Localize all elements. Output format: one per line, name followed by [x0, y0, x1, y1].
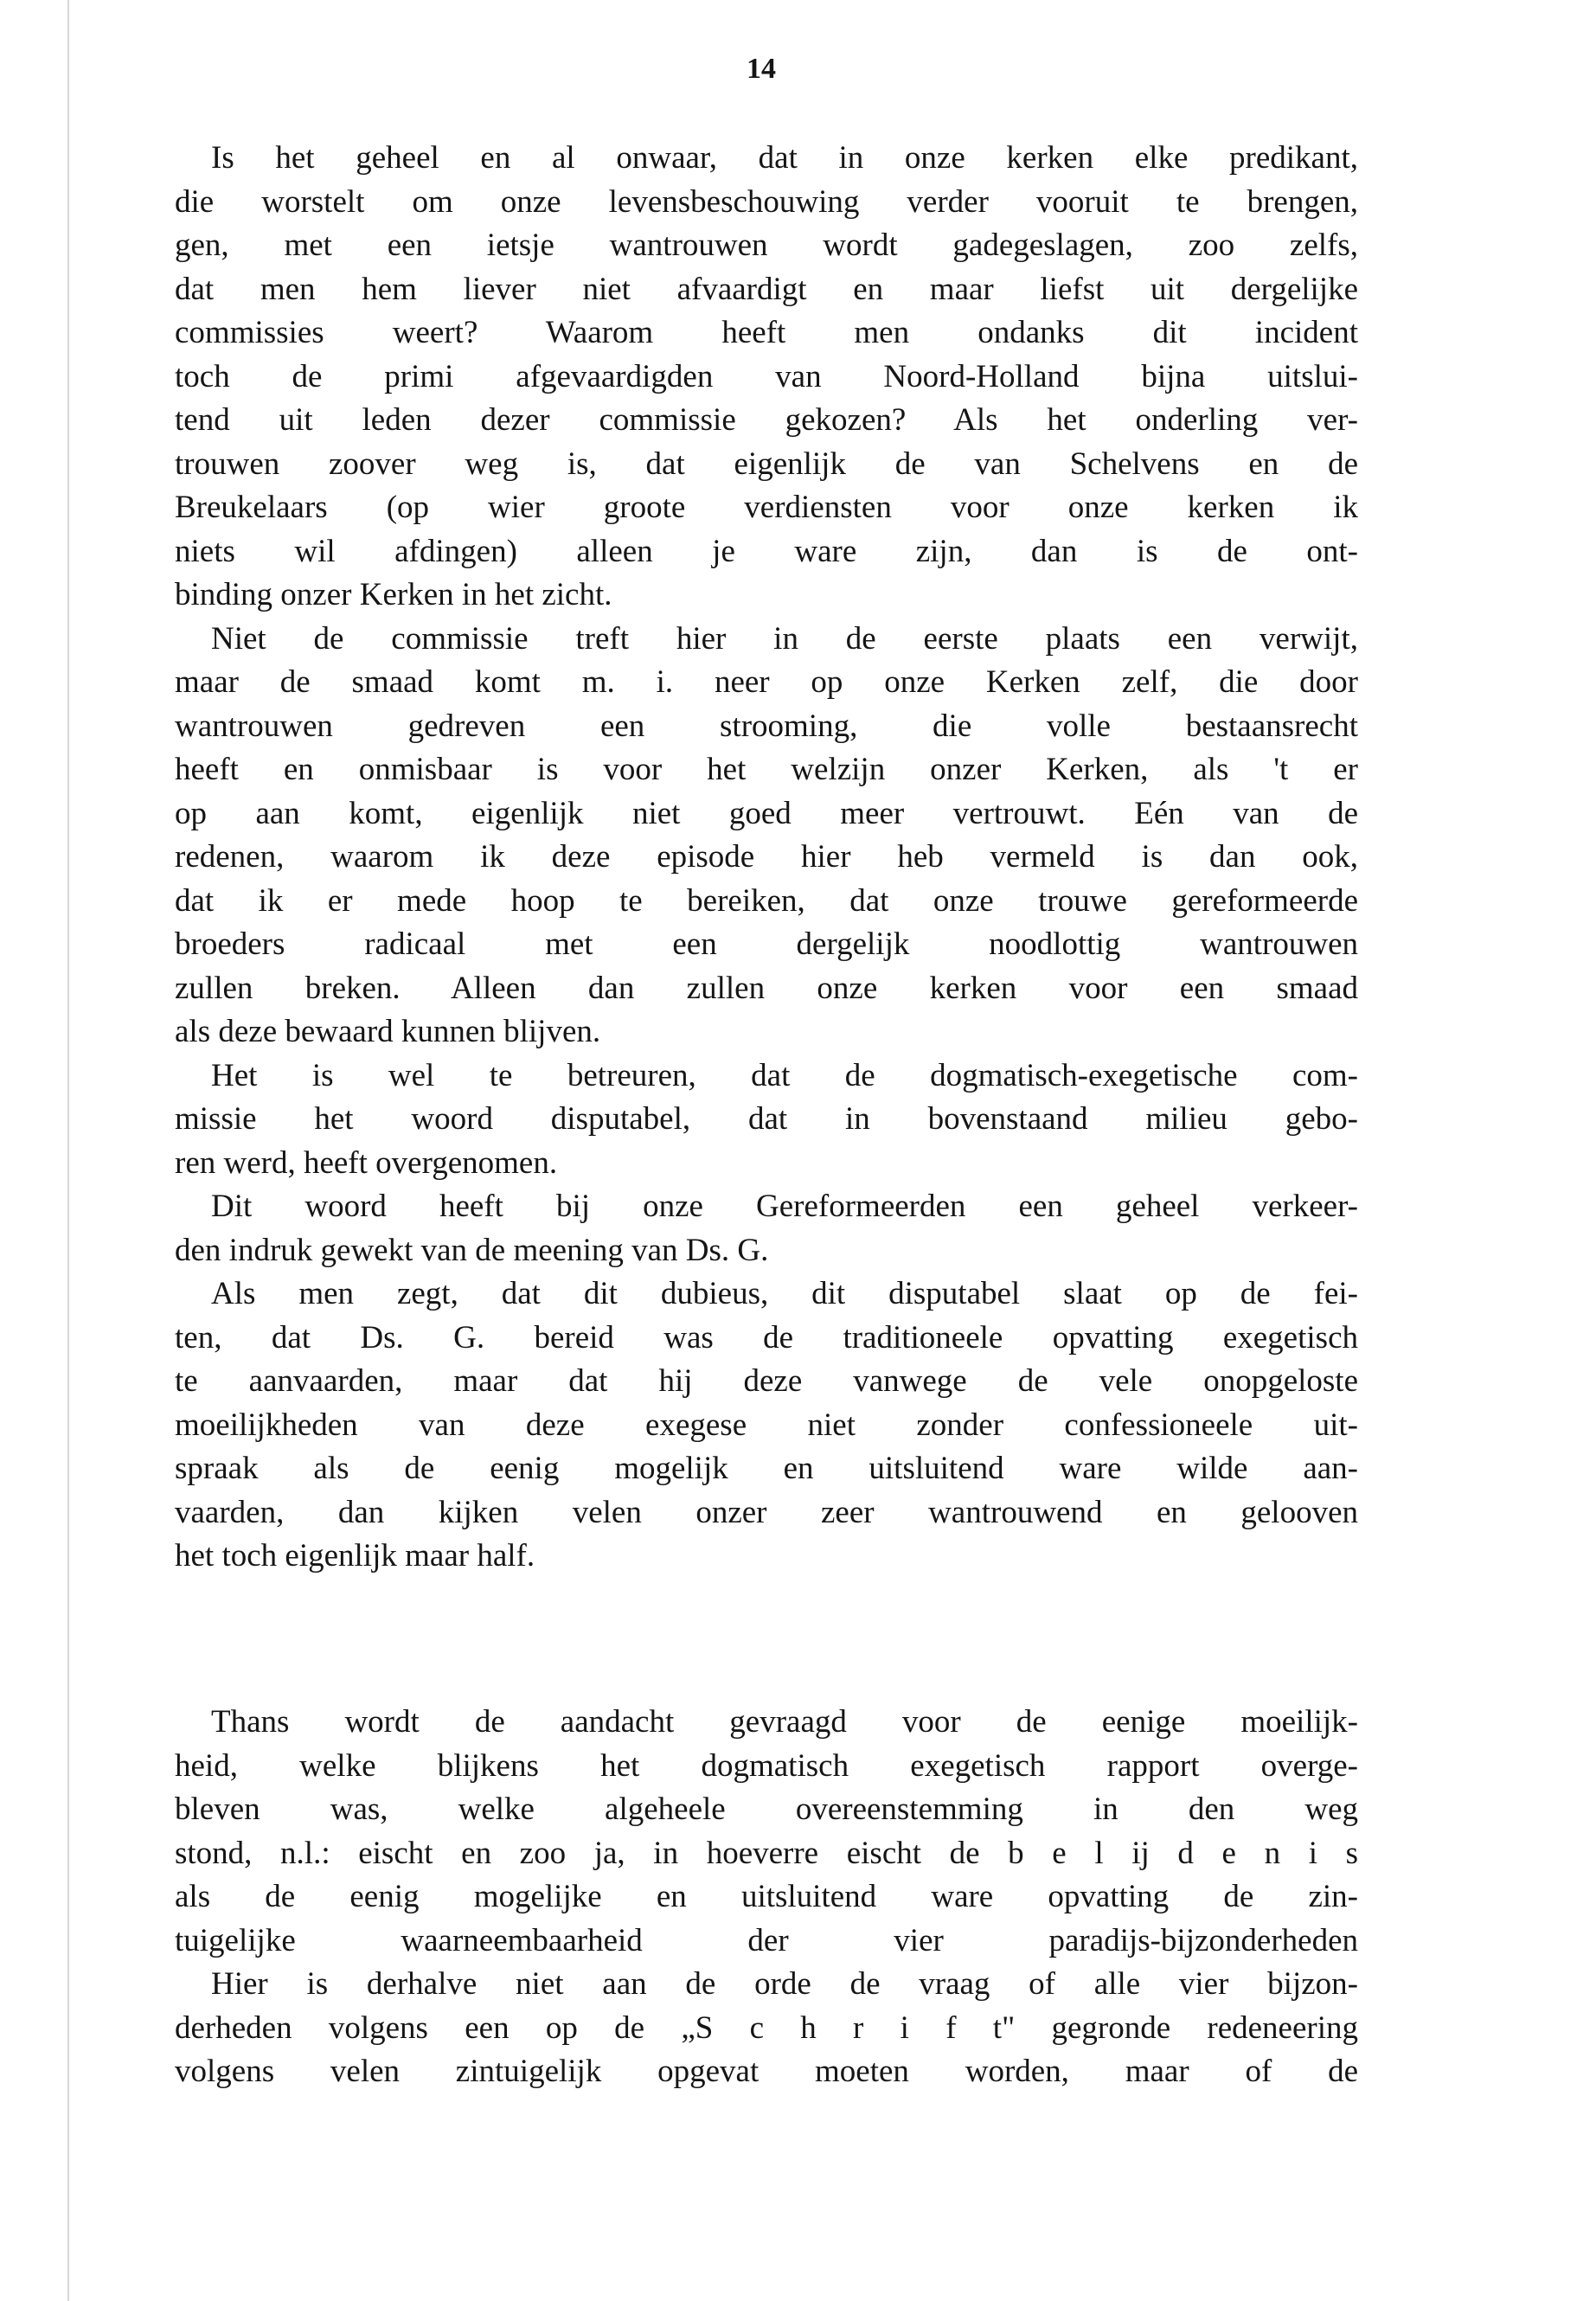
body-text-section-1: [175, 137, 1358, 1579]
text-line: den indruk gewekt van de meening van Ds. G.: [175, 1232, 769, 1268]
text-line: het toch eigenlijk maar half.: [175, 1538, 535, 1574]
text-line: ten, dat Ds. G. bereid was de traditioneele opvatting exegetisch: [175, 1319, 1358, 1356]
text-line: broeders radicaal met een dergelijk noodlottig wantrouwen: [175, 926, 1358, 962]
text-line: missie het woord disputabel, dat in bovenstaand milieu gebo-: [175, 1101, 1358, 1137]
text-line: Niet de commissie treft hier in de eerste plaats een verwijt,: [211, 620, 1358, 657]
text-line: heid, welke blijkens het dogmatisch exegetisch rapport overge-: [175, 1747, 1358, 1784]
text-line: commissies weert? Waarom heeft men ondanks dit incident: [175, 315, 1358, 350]
text-line: spraak als de eenig mogelijk en uitsluitend ware wilde aan-: [175, 1451, 1358, 1486]
page-number: 14: [747, 53, 776, 85]
text-line: wantrouwen gedreven een strooming, die volle bestaansrecht: [175, 708, 1358, 744]
text-line: te aanvaarden, maar dat hij deze vanwege de vele onopgeloste: [175, 1363, 1358, 1399]
text-line: dat men hem liever niet afvaardigt en maar liefst uit dergelijke: [175, 271, 1358, 307]
text-line: redenen, waarom ik deze episode hier heb vermeld is dan ook,: [175, 839, 1358, 875]
text-line: dat ik er mede hoop te bereiken, dat onze trouwe gereformeerde: [175, 882, 1358, 919]
text-line: niets wil afdingen) alleen je ware zijn, dan is de ont-: [175, 533, 1358, 569]
text-line: gen, met een ietsje wantrouwen wordt gadegeslagen, zoo zelfs,: [175, 228, 1358, 263]
text-line: moeilijkheden van deze exegese niet zonder confessioneele uit-: [175, 1407, 1358, 1443]
text-line: op aan komt, eigenlijk niet goed meer vertrouwt. Eén van de: [175, 795, 1358, 831]
text-line: ren werd, heeft overgenomen.: [175, 1144, 558, 1181]
text-line: Dit woord heeft bij onze Gereformeerden een geheel verkeer-: [211, 1189, 1358, 1224]
text-line: zullen breken. Alleen dan zullen onze kerken voor een smaad: [175, 970, 1358, 1006]
text-line: heeft en onmisbaar is voor het welzijn onzer Kerken, als 't er: [175, 752, 1358, 787]
text-line: die worstelt om onze levensbeschouwing verder vooruit te brengen,: [175, 183, 1358, 220]
text-line: als de eenig mogelijke en uitsluitend ware opvatting de zin-: [175, 1879, 1358, 1914]
text-line: trouwen zoover weg is, dat eigenlijk de van Schelvens en de: [175, 445, 1358, 482]
text-line: bleven was, welke algeheele overeenstemming in den weg: [175, 1791, 1358, 1827]
text-line: vaarden, dan kijken velen onzer zeer wantrouwend en gelooven: [175, 1494, 1358, 1530]
text-line: binding onzer Kerken in het zicht.: [175, 577, 612, 612]
text-line: als deze bewaard kunnen blijven.: [175, 1014, 601, 1049]
text-line: stond, n.l.: eischt en zoo ja, in hoeverre eischt de b e l ij d e n i s: [175, 1835, 1358, 1871]
text-line: volgens velen zintuigelijk opgevat moeten worden, maar of de: [175, 2054, 1358, 2089]
text-line: tend uit leden dezer commissie gekozen? Als het onderling ver-: [175, 402, 1358, 438]
text-line: toch de primi afgevaardigden van Noord-Holland bijna uitslui-: [175, 358, 1358, 394]
text-line: Is het geheel en al onwaar, dat in onze kerken elke predikant,: [211, 140, 1358, 176]
text-line: Hier is derhalve niet aan de orde de vraag of alle vier bijzon-: [211, 1966, 1358, 2002]
text-line: derheden volgens een op de „S c h r i f t" gegronde redeneering: [175, 2009, 1358, 2046]
text-line: Breukelaars (op wier groote verdiensten voor onze kerken ik: [175, 490, 1358, 525]
text-line: Als men zegt, dat dit dubieus, dit disputabel slaat op de fei-: [211, 1276, 1358, 1311]
text-line: Thans wordt de aandacht gevraagd voor de eenige moeilijk-: [211, 1704, 1358, 1740]
text-line: Het is wel te betreuren, dat de dogmatisch-exegetische com-: [211, 1057, 1358, 1093]
text-line: maar de smaad komt m. i. neer op onze Kerken zelf, die door: [175, 664, 1358, 700]
body-text-section-2: [175, 1701, 1358, 2094]
page-edge-shadow: [67, 0, 69, 2301]
text-line: tuigelijke waarneembaarheid der vier paradijs-bijzonderheden: [175, 1922, 1358, 1958]
